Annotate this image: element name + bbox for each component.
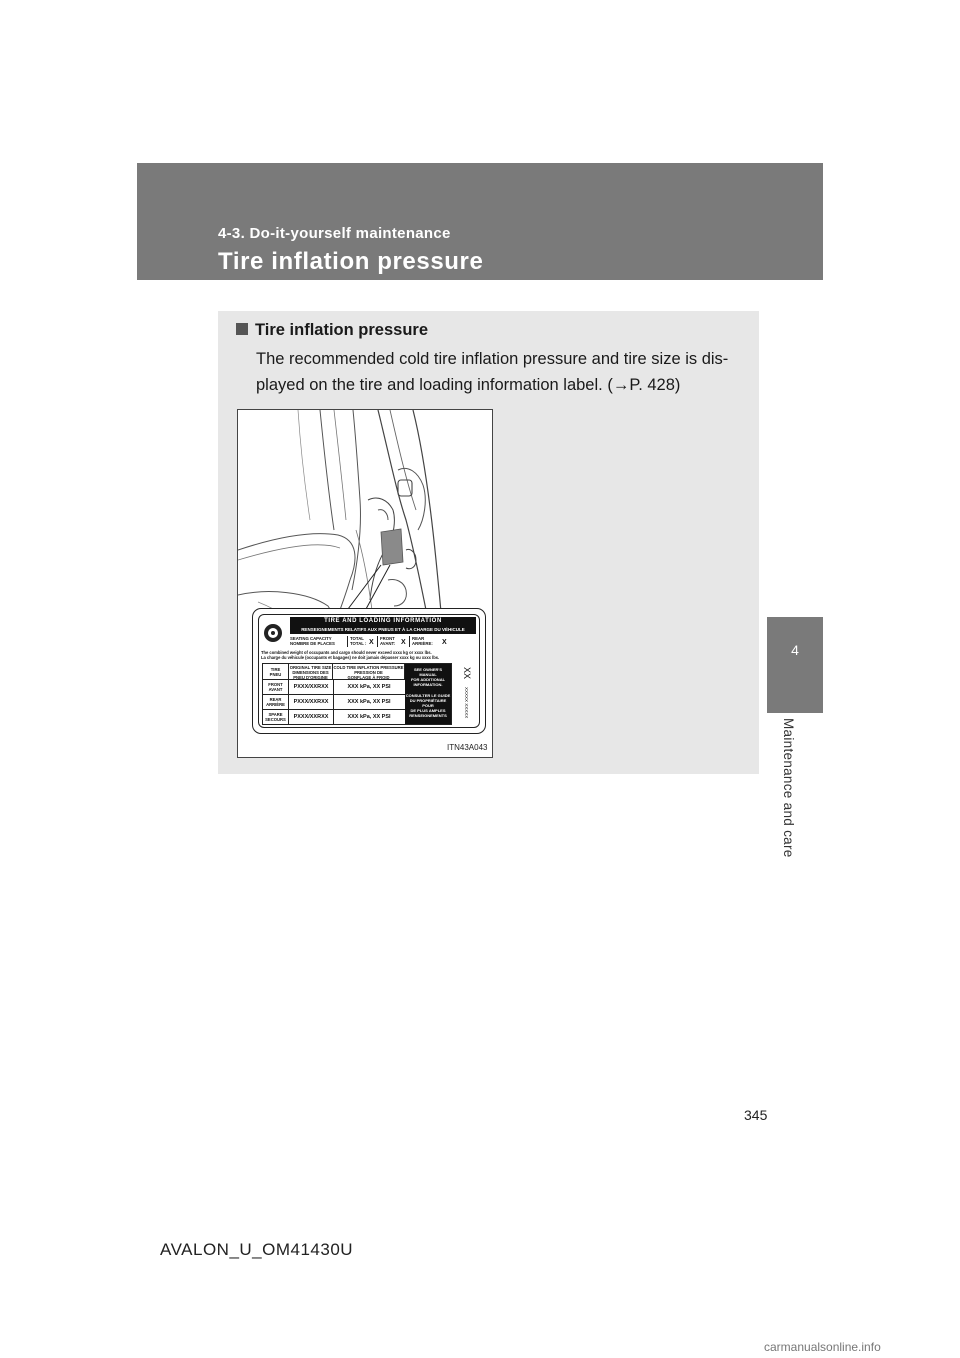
tire-label-figure [237,409,493,758]
page-number: 345 [744,1107,768,1123]
figure-code: ITN43A043 [447,743,488,752]
chapter-number: 4 [791,642,799,658]
content-heading [236,321,428,340]
table-row: REAR ARRIÈRE PXXX/XXRXX XXX kPa, XX PSI [263,695,405,710]
front-divider [409,636,410,647]
watermark[interactable]: carmanualsonline.info [764,1340,881,1354]
chapter-tab [767,617,823,713]
table-row: SPARE SECOURS PXXX/XXRXX XXX kPa, XX PSI [263,710,405,724]
page-title: Tire inflation pressure [218,248,484,275]
rear-value: X [442,639,447,646]
total-divider [377,636,378,647]
label-title-fr: RENSEIGNEMENTS RELATIFS AUX PNEUS ET À LA CHARGE DU VÉHICULE [290,626,476,634]
front-value: X [401,639,406,646]
chapter-label: Maintenance and care [781,718,796,858]
content-body [256,346,746,398]
total-seats: TOTAL TOTAL : [350,636,367,646]
owners-manual-notice: SEE OWNER'S MANUAL FOR ADDITIONAL INFORMATION. CONSULTER LE GUIDE DU PROPRIÉTAIRE POUR DE PLUS AMPLES RENSEIGNEMENTS [405,664,451,724]
body-line-2: played on the tire and loading information label. (→P. 428) [256,376,681,394]
label-title: TIRE AND LOADING INFORMATION [290,617,476,626]
tire-table [262,663,452,725]
seating-capacity: SEATING CAPACITY NOMBRE DE PLACES [290,636,335,646]
rear-seats: REAR ARRIÈRE: [412,636,433,646]
total-value: X [369,639,374,646]
weight-statement: The combined weight of occupants and cargo should never exceed xxxx kg or xxxx lbs. La charge du véhicule (occupants et bagages) ne doit jamais dépasser xxxx kg ou xxxx lbs. [261,650,440,660]
label-serial: XXXXX XXXXX [464,687,469,719]
label-side-code: XX [462,667,472,680]
bullet-square-icon [236,323,248,335]
body-line-1: The recommended cold tire inflation pressure and tire size is dis- [256,350,729,368]
tire-loading-label [252,608,486,734]
table-row: FRONT AVANT PXXX/XXRXX XXX kPa, XX PSI [263,680,405,695]
seating-divider [347,636,348,647]
section-label: 4-3. Do-it-yourself maintenance [218,225,451,242]
document-id: AVALON_U_OM41430U [160,1240,354,1259]
col-tire: TIRE PNEU [263,664,289,680]
front-seats: FRONT AVANT: [380,636,396,646]
tire-icon [263,623,283,643]
content-heading-text: Tire inflation pressure [255,321,428,339]
col-pressure: COLD TIRE INFLATION PRESSURE PRESSION DE GONFLAGE À FROID [333,665,404,680]
col-size: ORIGINAL TIRE SIZE DIMENSIONS DES PNEU D'ORIGINE [289,665,332,680]
